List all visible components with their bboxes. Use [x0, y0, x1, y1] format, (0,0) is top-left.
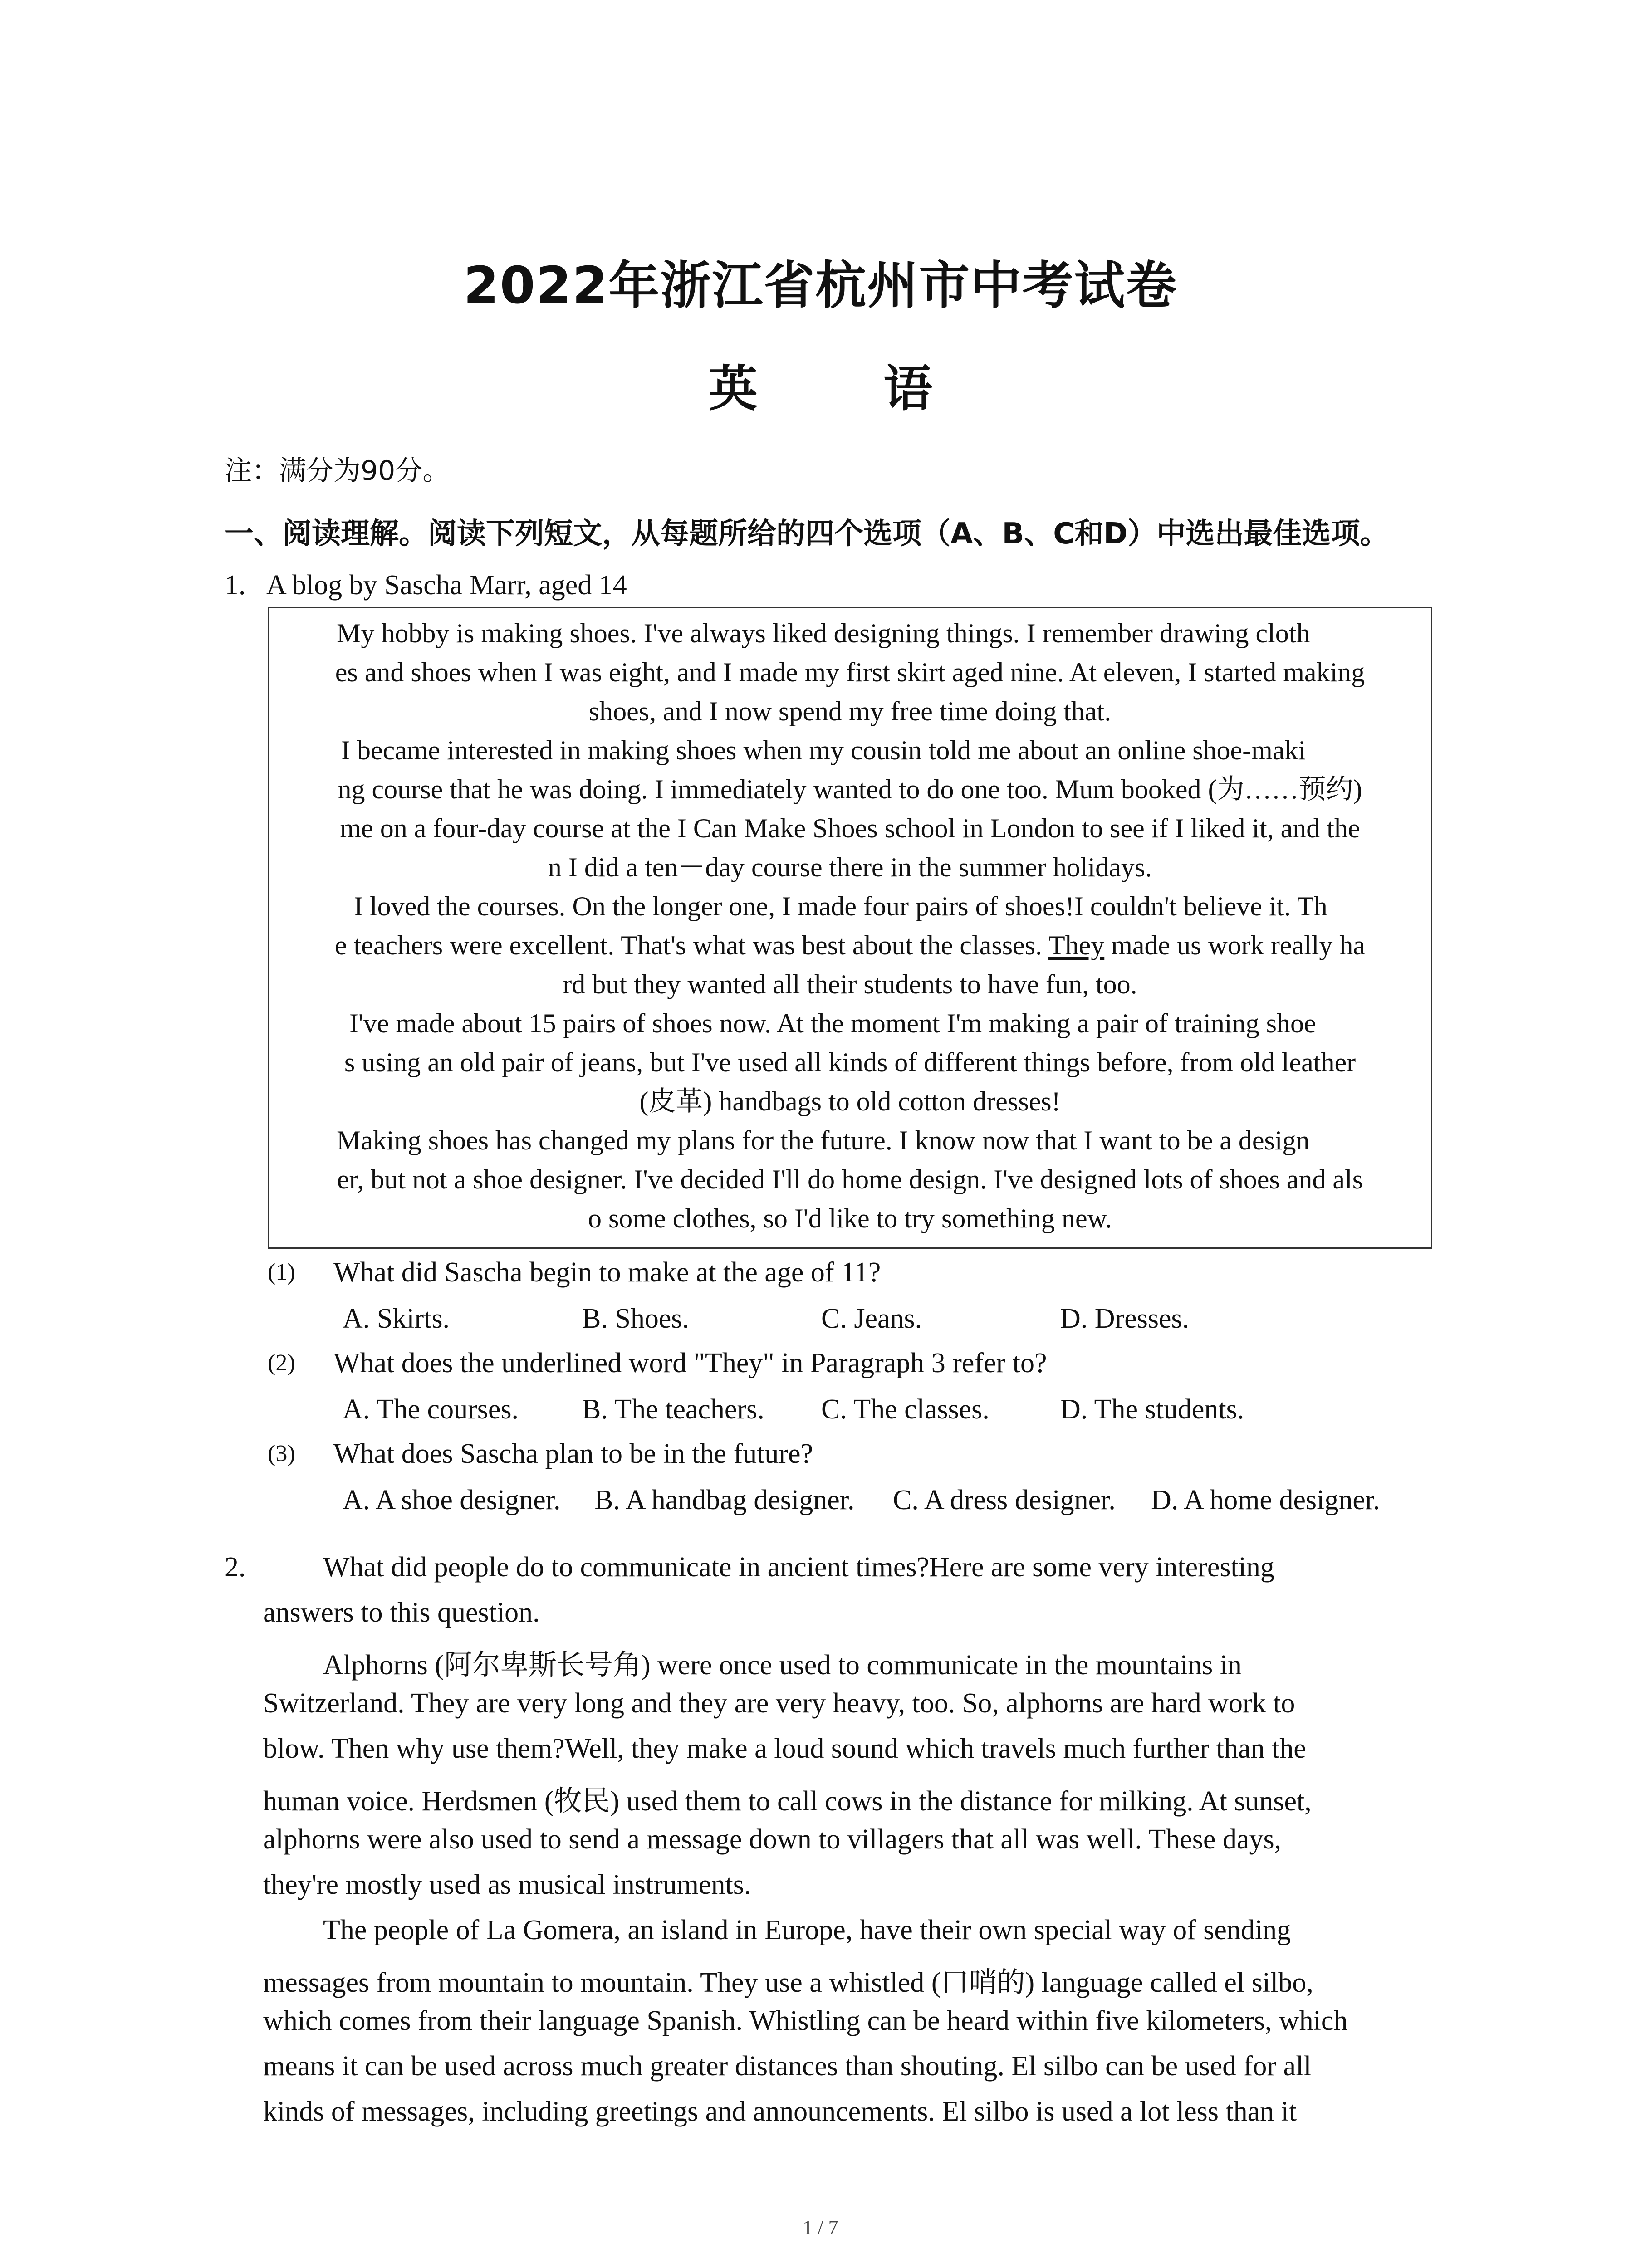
- passage-line: s using an old pair of jeans, but I've used all kinds of different things before, from old leather: [344, 1047, 1356, 1077]
- passage-text: e teachers were excellent. That's what was best about the classes.: [334, 930, 1043, 960]
- underlined-word-they: They: [1048, 930, 1105, 960]
- subquestion-text: What does Sascha plan to be in the future?: [333, 1438, 813, 1469]
- passage-line: me on a four-day course at the I Can Make Shoes school in London to see if I liked it, and the: [340, 813, 1360, 843]
- option-b[interactable]: B. The teachers.: [582, 1394, 764, 1425]
- section-heading-reading: 一、阅读理解。阅读下列短文，从每题所给的四个选项（A、B、C和D）中选出最佳选项。: [225, 517, 1389, 551]
- passage-2-line: Switzerland. They are very long and they are very heavy, too. So, alphorns are hard work to: [263, 1688, 1295, 1719]
- passage-line: My hobby is making shoes. I've always liked designing things. I remember drawing cloth: [337, 618, 1310, 648]
- option-a[interactable]: A. Skirts.: [343, 1303, 450, 1334]
- passage-2-line: messages from mountain to mountain. They use a whistled (口哨的) language called el silbo,: [263, 1967, 1313, 1998]
- passage-line: I loved the courses. On the longer one, I made four pairs of shoes!I couldn't believe it. Th: [354, 891, 1327, 921]
- score-note: 注：满分为90分。: [225, 455, 450, 487]
- subquestion-number: (1): [268, 1259, 295, 1285]
- option-b[interactable]: B. A handbag designer.: [594, 1485, 855, 1515]
- passage-2-line: answers to this question.: [263, 1597, 540, 1628]
- passage-2-line: means it can be used across much greater distances than shouting. El silbo can be used for all: [263, 2051, 1312, 2082]
- passage-line: I've made about 15 pairs of shoes now. At the moment I'm making a pair of training shoe: [349, 1008, 1316, 1038]
- subquestion-number: (2): [268, 1350, 295, 1376]
- passage-line: es and shoes when I was eight, and I made my first skirt aged nine. At eleven, I started making: [335, 657, 1365, 687]
- passage-line: rd but they wanted all their students to have fun, too.: [563, 969, 1137, 999]
- passage-line: n I did a ten－day course there in the summer holidays.: [548, 852, 1152, 882]
- passage-line: er, but not a shoe designer. I've decided I'll do home design. I've designed lots of shoes and als: [337, 1164, 1363, 1194]
- passage-2-line: kinds of messages, including greetings and announcements. El silbo is used a lot less than it: [263, 2096, 1297, 2127]
- option-a[interactable]: A. A shoe designer.: [343, 1485, 561, 1515]
- page-number: 1 / 7: [803, 2216, 838, 2239]
- option-d[interactable]: D. Dresses.: [1060, 1303, 1190, 1334]
- option-d[interactable]: D. The students.: [1060, 1394, 1244, 1425]
- passage-text: made us work really ha: [1111, 930, 1366, 960]
- option-c[interactable]: C. Jeans.: [821, 1303, 922, 1334]
- passage-2-line: they're mostly used as musical instruments.: [263, 1869, 751, 1900]
- subject-title: 英 语: [708, 361, 987, 417]
- question-1-number: 1.: [225, 570, 246, 601]
- passage-line: (皮革) handbags to old cotton dresses!: [639, 1086, 1061, 1116]
- option-a[interactable]: A. The courses.: [343, 1394, 519, 1425]
- passage-2-line: Alphorns (阿尔卑斯长号角) were once used to communicate in the mountains in: [323, 1650, 1242, 1681]
- passage-2-line: which comes from their language Spanish. Whistling can be heard within five kilometers, which: [263, 2005, 1348, 2036]
- passage-line: shoes, and I now spend my free time doing that.: [588, 696, 1112, 726]
- subquestion-text: What does the underlined word "They" in Paragraph 3 refer to?: [333, 1348, 1047, 1378]
- subquestion-number: (3): [268, 1441, 295, 1466]
- passage-2-line: alphorns were also used to send a message down to villagers that all was well. These days,: [263, 1824, 1282, 1855]
- passage-line: Making shoes has changed my plans for the future. I know now that I want to be a design: [337, 1125, 1310, 1155]
- question-1-heading: [225, 569, 627, 601]
- passage-2-line: The people of La Gomera, an island in Europe, have their own special way of sending: [323, 1915, 1291, 1945]
- exam-title: 2022年浙江省杭州市中考试卷: [463, 256, 1178, 315]
- passage-2-line: human voice. Herdsmen (牧民) used them to call cows in the distance for milking. At sunset,: [263, 1786, 1312, 1817]
- passage-2-line: What did people do to communicate in ancient times?Here are some very interesting: [323, 1552, 1274, 1583]
- subquestion-text: What did Sascha begin to make at the age of 11?: [333, 1257, 881, 1288]
- option-c[interactable]: C. The classes.: [821, 1394, 989, 1425]
- option-b[interactable]: B. Shoes.: [582, 1303, 689, 1334]
- question-1-title: A blog by Sascha Marr, aged 14: [266, 570, 627, 601]
- option-d[interactable]: D. A home designer.: [1151, 1485, 1380, 1515]
- passage-2-line: blow. Then why use them?Well, they make a loud sound which travels much further than the: [263, 1733, 1306, 1764]
- passage-line: ng course that he was doing. I immediately wanted to do one too. Mum booked (为……预约): [338, 774, 1362, 804]
- passage-line: o some clothes, so I'd like to try something new.: [588, 1203, 1112, 1233]
- passage-line: I became interested in making shoes when my cousin told me about an online shoe-maki: [341, 735, 1306, 765]
- option-c[interactable]: C. A dress designer.: [893, 1485, 1116, 1515]
- question-2-number: 2.: [225, 1552, 246, 1583]
- passage-line: [277, 932, 1423, 959]
